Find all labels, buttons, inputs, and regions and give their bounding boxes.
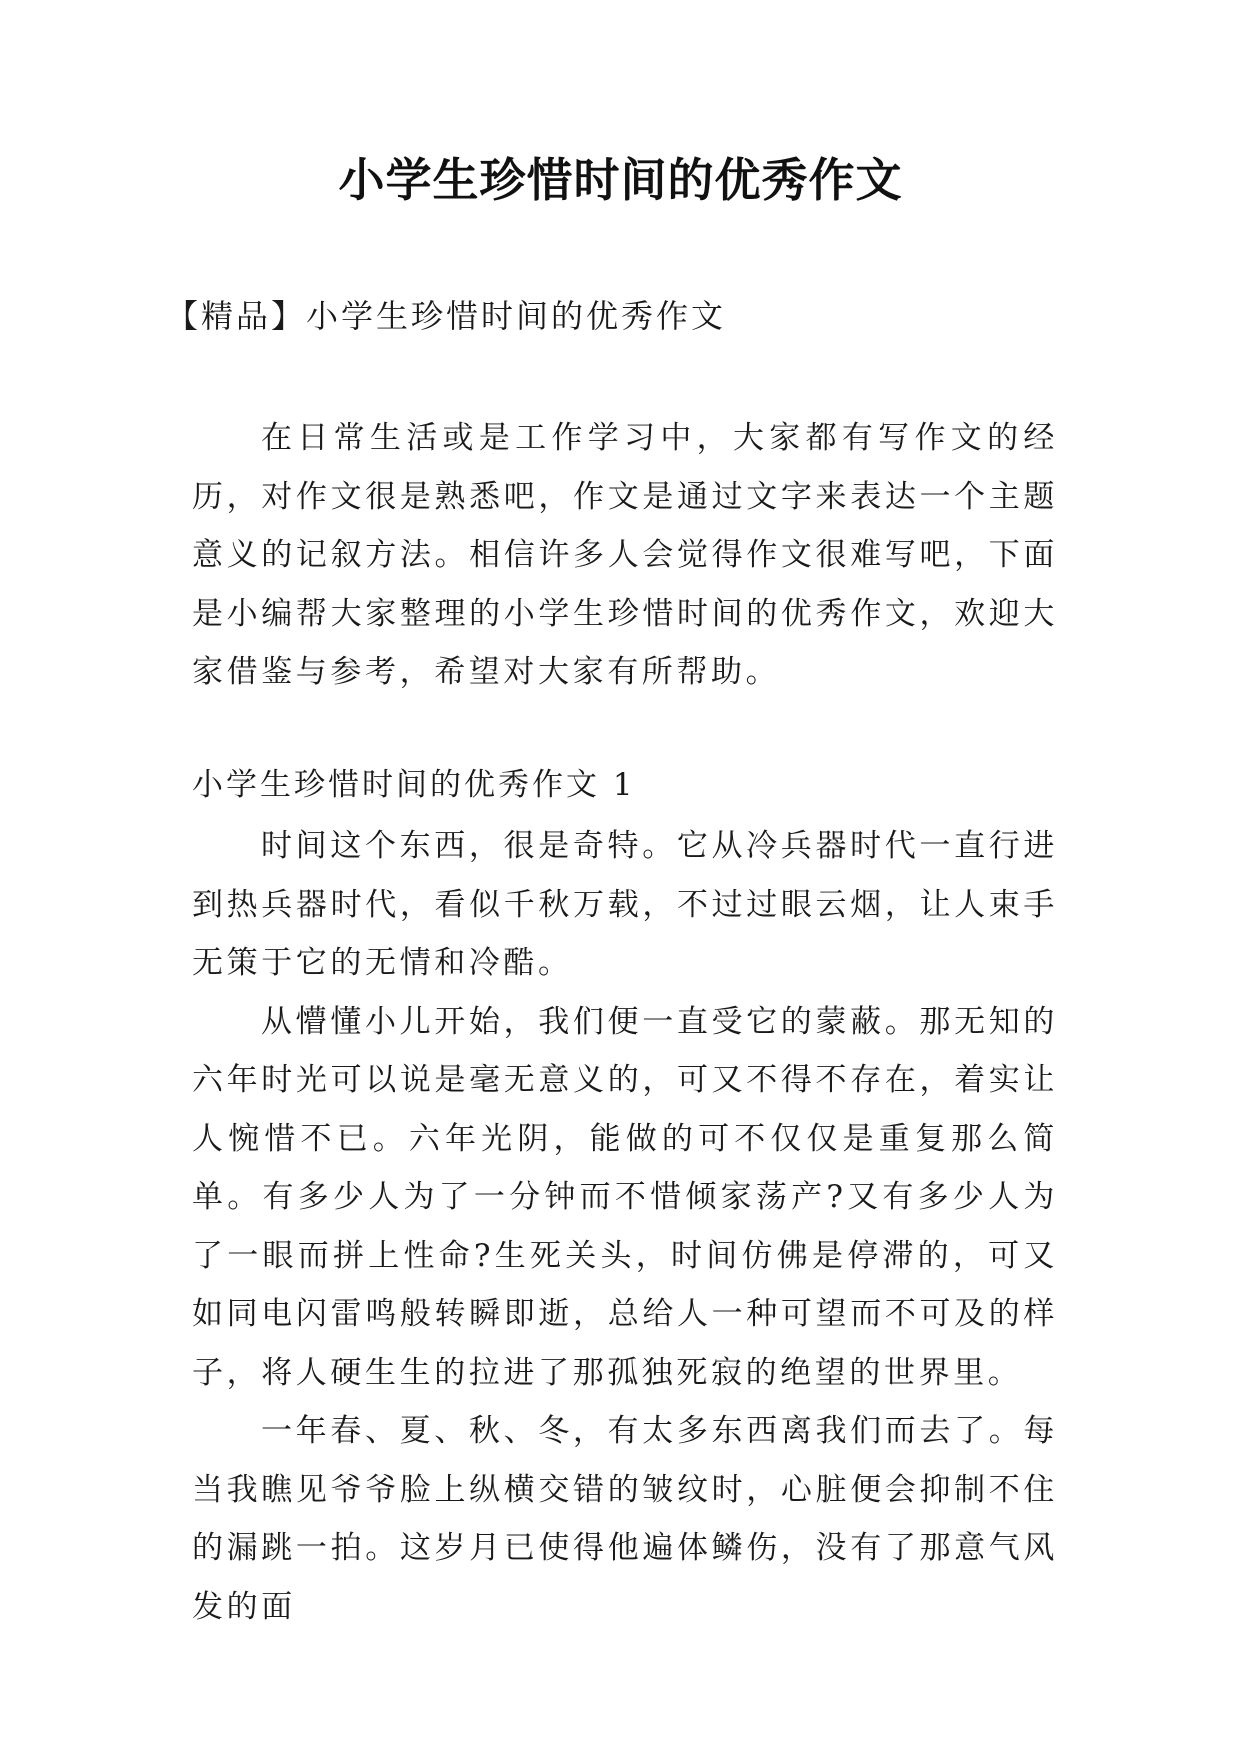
essay-paragraph-2: 从懵懂小儿开始，我们便一直受它的蒙蔽。那无知的六年时光可以说是毫无意义的，可又不得不存在，着实让人惋惜不已。六年光阴，能做的可不仅仅是重复那么简单。有多少人为了一分钟而不惜倾家荡产?又有多少人为了一眼而拼上性命?生死关头，时间仿佛是停滞的，可又如同电闪雷鸣般转瞬即逝，总给人一种可望而不可及的样子，将人硬生生的拉进了那孤独死寂的绝望的世界里。 — [192, 1003, 1058, 1391]
intro-block — [192, 409, 1058, 702]
essay-paragraph-1: 时间这个东西，很是奇特。它从冷兵器时代一直行进到热兵器时代，看似千秋万载，不过过眼云烟，让人束手无策于它的无情和冷酷。 — [192, 828, 1058, 981]
section-heading: 小学生珍惜时间的优秀作文 1 — [192, 767, 636, 803]
intro-paragraph: 在日常生活或是工作学习中，大家都有写作文的经历，对作文很是熟悉吧，作文是通过文字来表达一个主题意义的记叙方法。相信许多人会觉得作文很难写吧，下面是小编帮大家整理的小学生珍惜时间的优秀作文，欢迎大家借鉴与参考，希望对大家有所帮助。 — [192, 420, 1058, 690]
essay-body — [192, 817, 1058, 1636]
essay-paragraph-3: 一年春、夏、秋、冬，有太多东西离我们而去了。每当我瞧见爷爷脸上纵横交错的皱纹时，心脏便会抑制不住的漏跳一拍。这岁月已使得他遍体鳞伤，没有了那意气风发的面 — [192, 1413, 1058, 1625]
document-subtitle: 【精品】小学生珍惜时间的优秀作文 — [166, 297, 727, 335]
document-title: 小学生珍惜时间的优秀作文 — [338, 153, 903, 207]
